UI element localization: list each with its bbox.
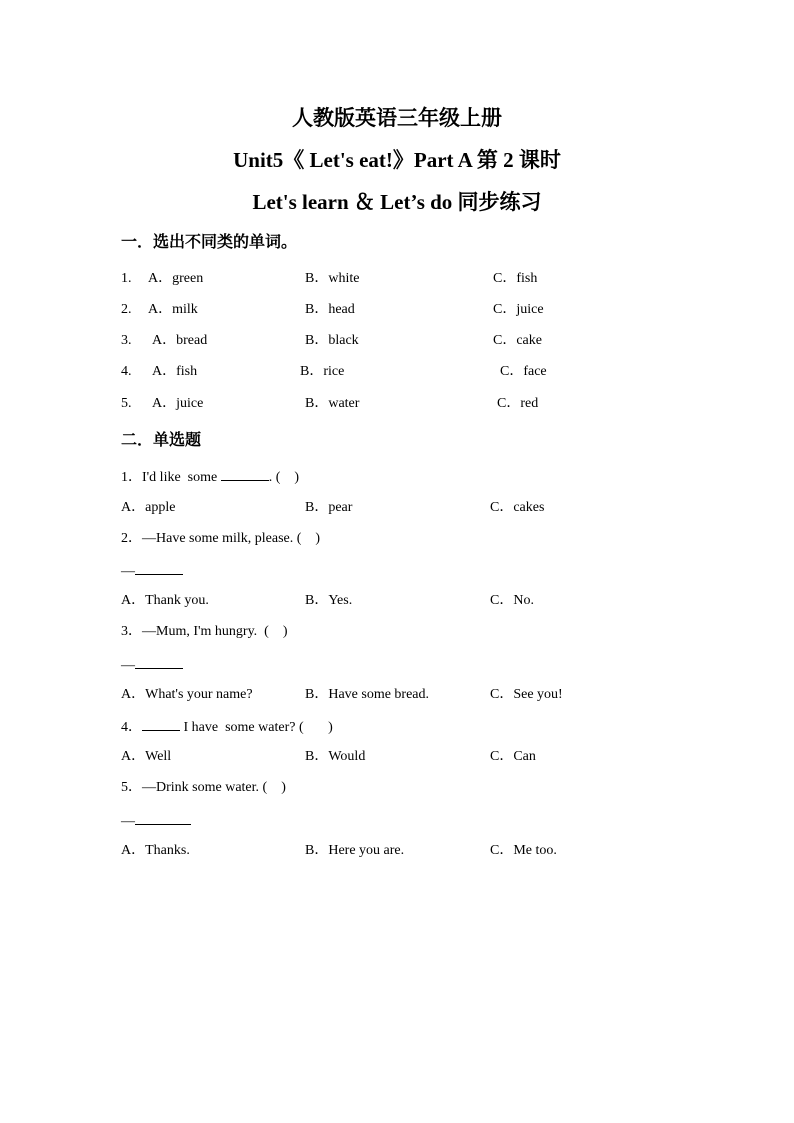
- question-3-option-b: B．Have some bread.: [305, 687, 430, 702]
- question-1-option-b: B．pear: [305, 500, 353, 515]
- answer-blank: [135, 561, 183, 575]
- answer-blank: [142, 717, 180, 731]
- question-number: 3.: [121, 333, 132, 348]
- question-3-stem: 3．—Mum, I'm hungry. ( ): [121, 624, 288, 639]
- option-c: C．juice: [493, 302, 544, 317]
- stem-prefix: 1．I'd like some: [121, 470, 221, 485]
- question-2-option-b: B．Yes.: [305, 593, 353, 608]
- section-1-heading: 一．选出不同类的单词。: [121, 232, 298, 251]
- answer-blank: [221, 467, 269, 481]
- dash: —: [121, 564, 135, 579]
- question-5-option-b: B．Here you are.: [305, 843, 405, 858]
- option-b: B．water: [305, 396, 360, 411]
- option-c: C．red: [497, 396, 539, 411]
- option-b: B．black: [305, 333, 359, 348]
- question-4-stem: [121, 717, 333, 737]
- question-number: 4.: [121, 364, 132, 379]
- question-5-option-a: A．Thanks.: [121, 843, 190, 858]
- question-4-option-b: B．Would: [305, 749, 366, 764]
- question-number: 4．: [121, 720, 142, 735]
- title-line-1: 人教版英语三年级上册: [292, 106, 502, 130]
- question-3-option-a: A．What's your name?: [121, 687, 253, 702]
- question-3-response: [121, 655, 183, 675]
- question-1-option-a: A．apple: [121, 500, 176, 515]
- title-line-3: Let's learn ＆ Let’s do 同步练习: [252, 190, 542, 214]
- stem-suffix: I have some water? ( ): [180, 720, 333, 735]
- option-a: A．juice: [152, 396, 204, 411]
- option-c: C．cake: [493, 333, 542, 348]
- question-2-option-c: C．No.: [490, 593, 534, 608]
- question-1-option-c: C．cakes: [490, 500, 545, 515]
- question-5-stem: 5．—Drink some water. ( ): [121, 780, 286, 795]
- answer-blank: [135, 811, 191, 825]
- option-c: C．fish: [493, 271, 538, 286]
- option-c: C．face: [500, 364, 547, 379]
- question-number: 1.: [121, 271, 132, 286]
- option-b: B．white: [305, 271, 360, 286]
- option-a: A．bread: [152, 333, 208, 348]
- question-number: 5.: [121, 396, 132, 411]
- question-2-response: [121, 561, 183, 581]
- question-number: 2.: [121, 302, 132, 317]
- title-line-2: Unit5《 Let's eat!》Part A 第 2 课时: [233, 148, 561, 172]
- option-a: A．fish: [152, 364, 198, 379]
- option-a: A．milk: [148, 302, 198, 317]
- option-a: A．green: [148, 271, 204, 286]
- option-b: B．head: [305, 302, 355, 317]
- dash: —: [121, 658, 135, 673]
- question-2-stem: 2．—Have some milk, please. ( ): [121, 531, 321, 546]
- question-5-response: [121, 811, 191, 831]
- section-2-heading: 二．单选题: [121, 430, 202, 449]
- question-4-option-a: A．Well: [121, 749, 172, 764]
- question-4-option-c: C．Can: [490, 749, 536, 764]
- stem-suffix: . ( ): [268, 470, 300, 485]
- question-3-option-c: C．See you!: [490, 687, 563, 702]
- question-5-option-c: C．Me too.: [490, 843, 557, 858]
- question-2-option-a: A．Thank you.: [121, 593, 209, 608]
- question-1-stem: [121, 467, 299, 487]
- dash: —: [121, 814, 135, 829]
- option-b: B．rice: [300, 364, 345, 379]
- answer-blank: [135, 655, 183, 669]
